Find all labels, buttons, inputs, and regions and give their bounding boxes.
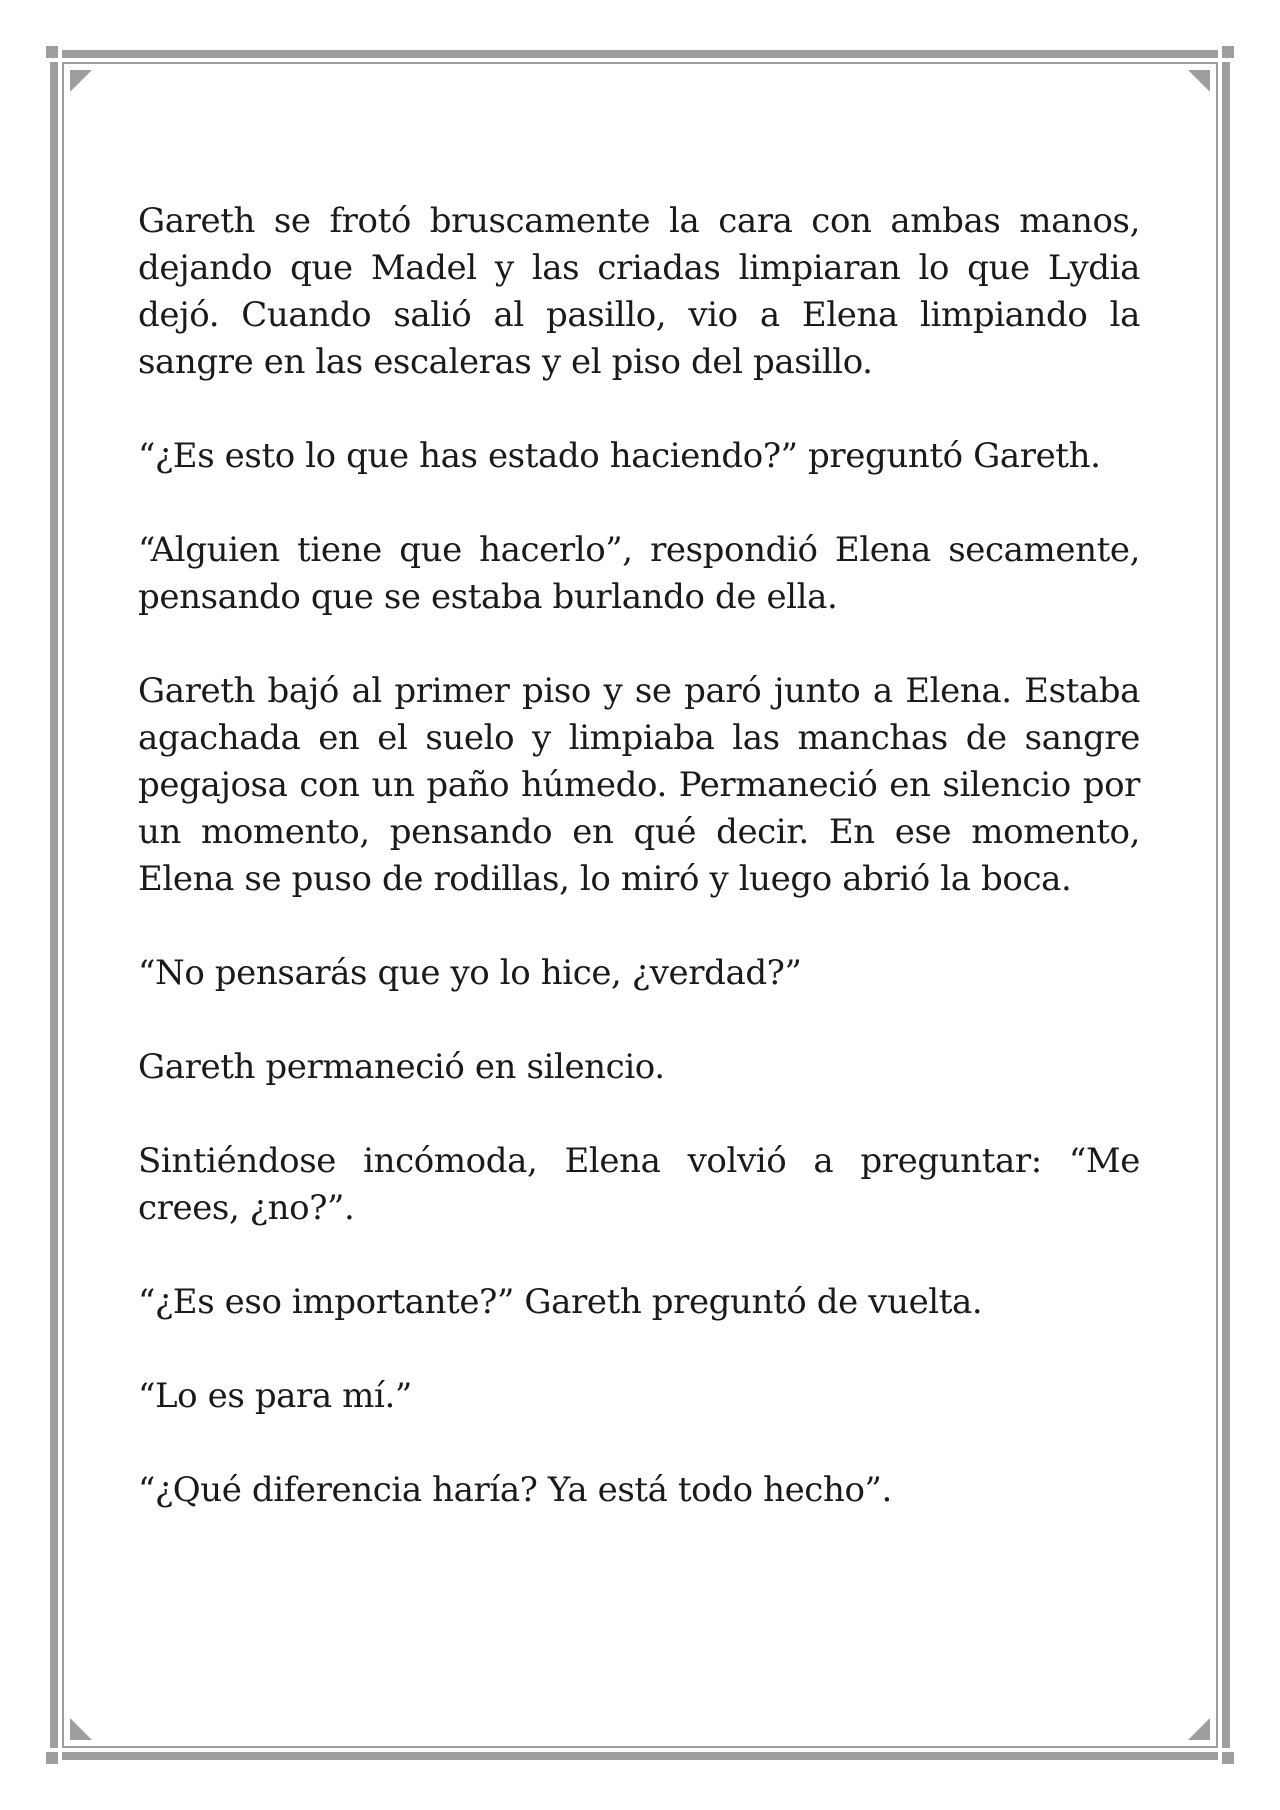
corner-square-bl [46, 1752, 58, 1764]
border-right [1222, 62, 1230, 1748]
paragraph-5: “No pensarás que yo lo hice, ¿verdad?” [138, 953, 802, 993]
paragraph-4: Gareth bajó al primer piso y se paró junto a Elena. Estaba agachada en el suelo y limpiaba las manchas de sangre pegajosa con un paño húmedo. Permaneció en silencio por un momento, pensando en qué decir. En ese momento, Elena se puso de rodillas, lo miró y luego abrió la boca. [138, 671, 1140, 899]
paragraph-10: “¿Qué diferencia haría? Ya está todo hecho”. [138, 1470, 892, 1510]
corner-triangle-br [1188, 1718, 1210, 1740]
paragraph-9: “Lo es para mí.” [138, 1376, 412, 1416]
paragraph-7: Sintiéndose incómoda, Elena volvió a preguntar: “Me crees, ¿no?”. [138, 1141, 1140, 1228]
page-body [138, 198, 1140, 1561]
border-left [50, 62, 58, 1748]
corner-square-tr [1222, 46, 1234, 58]
paragraph-6: Gareth permaneció en silencio. [138, 1047, 665, 1087]
paragraph-8: “¿Es eso importante?” Gareth preguntó de vuelta. [138, 1282, 983, 1322]
border-bottom [62, 1752, 1218, 1760]
corner-triangle-tr [1188, 70, 1210, 92]
corner-square-tl [46, 46, 58, 58]
corner-triangle-tl [70, 70, 92, 92]
corner-square-br [1222, 1752, 1234, 1764]
paragraph-2: “¿Es esto lo que has estado haciendo?” preguntó Gareth. [138, 436, 1101, 476]
paragraph-3: “Alguien tiene que hacerlo”, respondió Elena secamente, pensando que se estaba burlando de ella. [138, 530, 1140, 617]
border-top [62, 50, 1218, 58]
corner-triangle-bl [70, 1718, 92, 1740]
paragraph-1: Gareth se frotó bruscamente la cara con ambas manos, dejando que Madel y las criadas limpiaran lo que Lydia dejó. Cuando salió al pasillo, vio a Elena limpiando la sangre en las escaleras y el piso del pasillo. [138, 201, 1140, 382]
